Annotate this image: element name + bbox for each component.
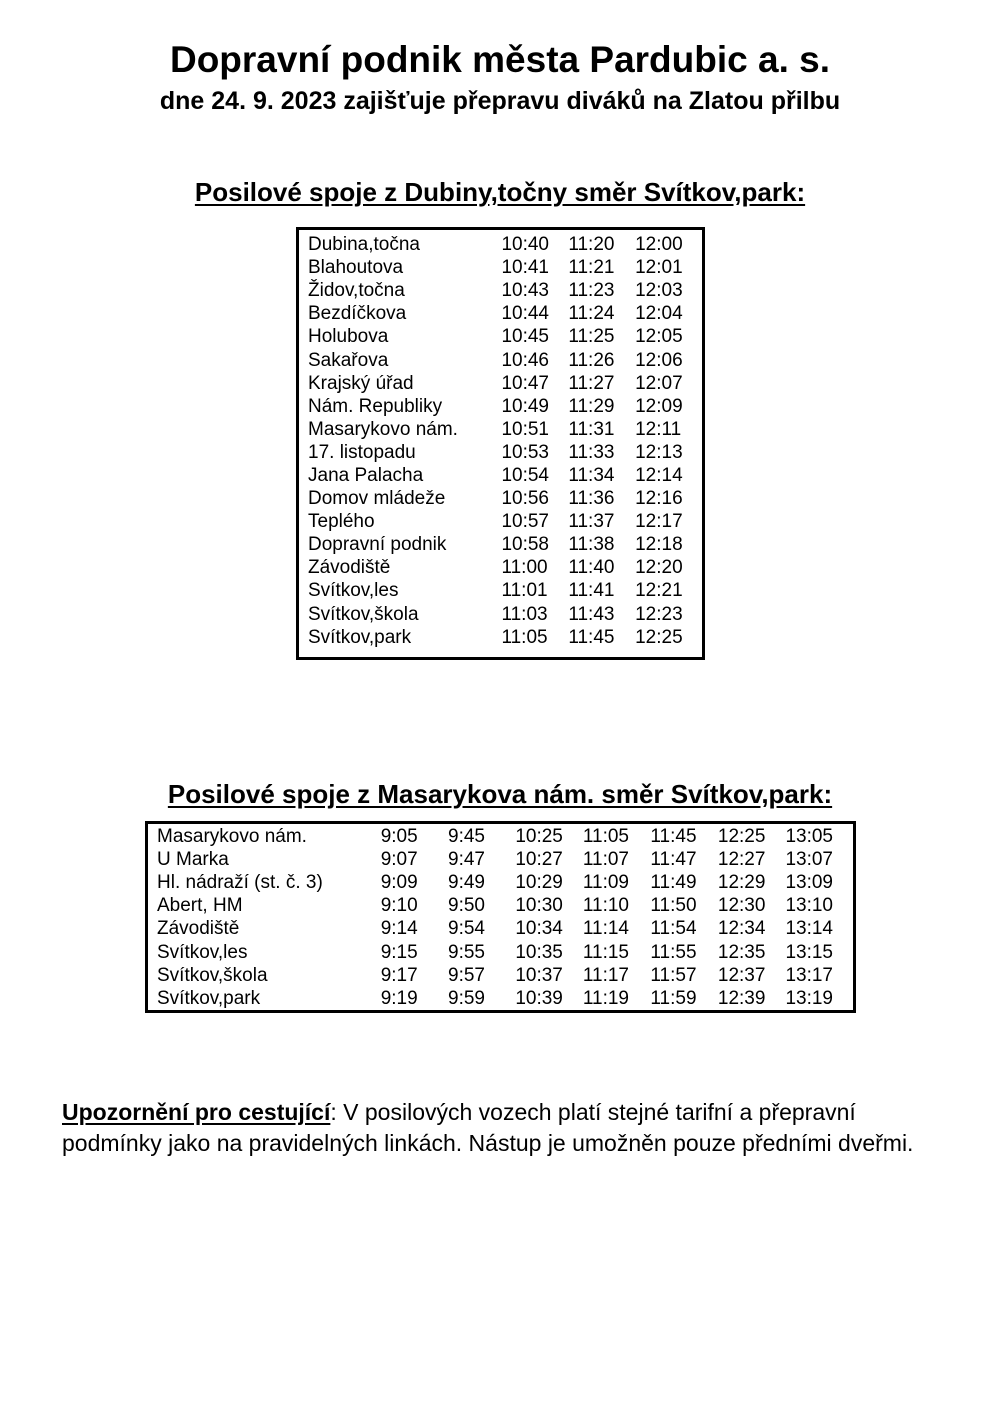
departure-time: 10:25 xyxy=(515,826,563,848)
departure-time: 11:57 xyxy=(650,964,697,986)
departure-time: 11:26 xyxy=(568,349,615,371)
departure-time: 9:05 xyxy=(380,826,418,848)
table-row xyxy=(298,256,704,279)
departure-time: 12:00 xyxy=(635,234,683,256)
departure-time: 12:01 xyxy=(635,257,683,279)
departure-time: 12:30 xyxy=(717,895,766,917)
table-row xyxy=(298,626,704,659)
departure-time: 12:29 xyxy=(717,872,766,894)
departure-time: 11:31 xyxy=(568,418,615,440)
stop-name: Holubova xyxy=(308,326,389,348)
departure-time: 12:03 xyxy=(635,280,683,302)
table-row xyxy=(298,325,704,348)
table-row xyxy=(147,871,855,894)
stop-name: U Marka xyxy=(157,849,229,871)
stop-name: Sakařova xyxy=(308,349,389,371)
departure-time: 9:57 xyxy=(448,964,485,986)
departure-time: 10:35 xyxy=(515,941,563,963)
notice-label: Upozornění pro cestující xyxy=(62,1099,331,1125)
table-row xyxy=(298,603,704,626)
table-row xyxy=(298,556,704,579)
departure-time: 9:17 xyxy=(380,964,418,986)
departure-time: 10:39 xyxy=(515,987,563,1009)
departure-time: 11:03 xyxy=(501,603,548,625)
departure-time: 12:04 xyxy=(635,303,683,325)
timetable-masarykovo xyxy=(145,821,856,1013)
departure-time: 9:47 xyxy=(448,849,485,871)
departure-time: 12:39 xyxy=(717,987,766,1009)
stop-name: Závodiště xyxy=(157,918,240,940)
table-row xyxy=(147,940,855,963)
departure-time: 11:36 xyxy=(568,488,615,510)
departure-time: 12:35 xyxy=(717,941,766,963)
stop-name: Židov,točna xyxy=(308,280,405,302)
departure-time: 12:09 xyxy=(635,395,683,417)
departure-time: 9:54 xyxy=(448,918,485,940)
departure-time: 9:15 xyxy=(380,941,418,963)
departure-time: 10:29 xyxy=(515,872,563,894)
departure-time: 12:25 xyxy=(717,826,766,848)
stop-name: Dubina,točna xyxy=(308,234,420,256)
departure-time: 11:23 xyxy=(568,280,615,302)
departure-time: 12:06 xyxy=(635,349,683,371)
departure-time: 11:05 xyxy=(501,626,548,648)
departure-time: 11:49 xyxy=(650,872,697,894)
stop-name: Hl. nádraží (st. č. 3) xyxy=(157,872,323,894)
table-row xyxy=(298,510,704,533)
table-row xyxy=(298,279,704,302)
departure-time: 11:45 xyxy=(568,626,615,648)
departure-time: 11:47 xyxy=(650,849,697,871)
departure-time: 13:15 xyxy=(785,941,833,963)
stop-name: Svítkov,škola xyxy=(157,964,268,986)
departure-time: 13:07 xyxy=(785,849,833,871)
departure-time: 11:24 xyxy=(568,303,615,325)
departure-time: 9:14 xyxy=(380,918,418,940)
page-title: Dopravní podnik města Pardubic a. s. xyxy=(169,39,830,80)
table-row xyxy=(298,395,704,418)
departure-time: 11:00 xyxy=(501,557,548,579)
departure-time: 9:49 xyxy=(448,872,485,894)
departure-time: 13:17 xyxy=(785,964,833,986)
stop-name: Teplého xyxy=(308,511,375,533)
departure-time: 11:15 xyxy=(582,941,629,963)
departure-time: 11:07 xyxy=(582,849,629,871)
table-row xyxy=(147,823,855,849)
departure-time: 11:05 xyxy=(582,826,629,848)
departure-time: 12:14 xyxy=(635,464,683,486)
departure-time: 12:16 xyxy=(635,488,683,510)
section-heading-dubina: Posilové spoje z Dubiny,točny směr Svítkov,park: xyxy=(194,177,806,207)
departure-time: 12:05 xyxy=(635,326,683,348)
departure-time: 12:21 xyxy=(635,580,683,602)
departure-time: 12:20 xyxy=(635,557,683,579)
stop-name: Svítkov,park xyxy=(157,987,261,1009)
table-row xyxy=(147,917,855,940)
departure-time: 12:11 xyxy=(635,418,682,440)
departure-time: 12:37 xyxy=(717,964,766,986)
stop-name: 17. listopadu xyxy=(308,441,416,463)
stop-name: Masarykovo nám. xyxy=(157,826,307,848)
table-row xyxy=(298,418,704,441)
departure-time: 13:09 xyxy=(785,872,833,894)
departure-time: 11:20 xyxy=(568,234,615,256)
passenger-notice xyxy=(62,1097,942,1159)
departure-time: 9:55 xyxy=(448,941,485,963)
stop-name: Domov mládeže xyxy=(308,488,446,510)
stop-name: Krajský úřad xyxy=(308,372,414,394)
section-heading-masarykovo: Posilové spoje z Masarykova nám. směr Svítkov,park: xyxy=(167,779,833,809)
notice-text: : V posilových vozech platí stejné tarifní a přepravní podmínky jako na pravidelných linkách. Nástup je umožněn pouze předními dveřmi. xyxy=(62,1099,914,1156)
table-row xyxy=(147,848,855,871)
departure-time: 11:45 xyxy=(650,826,697,848)
departure-time: 11:38 xyxy=(568,534,615,556)
departure-time: 9:09 xyxy=(380,872,418,894)
departure-time: 10:57 xyxy=(501,511,549,533)
departure-time: 10:34 xyxy=(515,918,563,940)
table-row xyxy=(298,464,704,487)
departure-time: 12:17 xyxy=(635,511,683,533)
stop-name: Nám. Republiky xyxy=(308,395,443,417)
departure-time: 11:21 xyxy=(568,257,615,279)
departure-time: 10:30 xyxy=(515,895,563,917)
departure-time: 11:33 xyxy=(568,441,615,463)
table-row xyxy=(298,348,704,371)
departure-time: 11:41 xyxy=(568,580,615,602)
departure-time: 10:37 xyxy=(515,964,563,986)
departure-time: 10:56 xyxy=(501,488,549,510)
stop-name: Svítkov,les xyxy=(308,580,399,602)
departure-time: 13:05 xyxy=(785,826,833,848)
departure-time: 9:07 xyxy=(380,849,418,871)
stop-name: Závodiště xyxy=(308,557,391,579)
departure-time: 10:46 xyxy=(501,349,549,371)
departure-time: 13:14 xyxy=(785,918,833,940)
departure-time: 9:10 xyxy=(380,895,418,917)
table-row xyxy=(298,372,704,395)
departure-time: 12:18 xyxy=(635,534,683,556)
departure-time: 11:29 xyxy=(568,395,615,417)
departure-time: 12:13 xyxy=(635,441,683,463)
stop-name: Masarykovo nám. xyxy=(308,418,458,440)
departure-time: 11:54 xyxy=(650,918,697,940)
stop-name: Blahoutova xyxy=(308,257,404,279)
departure-time: 11:27 xyxy=(568,372,615,394)
departure-time: 10:45 xyxy=(501,326,549,348)
stop-name: Bezdíčkova xyxy=(308,303,407,325)
departure-time: 11:59 xyxy=(650,987,697,1009)
table-row xyxy=(298,441,704,464)
departure-time: 10:53 xyxy=(501,441,549,463)
departure-time: 9:59 xyxy=(448,987,485,1009)
stop-name: Svítkov,škola xyxy=(308,603,419,625)
departure-time: 12:25 xyxy=(635,626,683,648)
departure-time: 11:55 xyxy=(650,941,697,963)
departure-time: 10:58 xyxy=(501,534,549,556)
departure-time: 10:49 xyxy=(501,395,549,417)
table-row xyxy=(298,487,704,510)
departure-time: 9:50 xyxy=(448,895,485,917)
departure-time: 11:01 xyxy=(501,580,548,602)
departure-time: 11:19 xyxy=(582,987,629,1009)
stop-name: Abert, HM xyxy=(157,895,243,917)
departure-time: 10:51 xyxy=(501,418,549,440)
departure-time: 12:07 xyxy=(635,372,683,394)
departure-time: 11:43 xyxy=(568,603,615,625)
table-row xyxy=(298,533,704,556)
departure-time: 10:43 xyxy=(501,280,549,302)
departure-time: 10:44 xyxy=(501,303,549,325)
stop-name: Svítkov,les xyxy=(157,941,248,963)
departure-time: 11:10 xyxy=(582,895,629,917)
departure-time: 11:40 xyxy=(568,557,615,579)
departure-time: 11:37 xyxy=(568,511,615,533)
table-row xyxy=(147,894,855,917)
departure-time: 9:45 xyxy=(448,826,485,848)
stop-name: Jana Palacha xyxy=(308,464,424,486)
stop-name: Svítkov,park xyxy=(308,626,412,648)
departure-time: 11:09 xyxy=(582,872,629,894)
departure-time: 10:27 xyxy=(515,849,563,871)
table-row xyxy=(147,964,855,987)
departure-time: 11:50 xyxy=(650,895,697,917)
table-row xyxy=(298,229,704,257)
departure-time: 12:34 xyxy=(717,918,766,940)
table-row xyxy=(298,579,704,602)
departure-time: 9:19 xyxy=(380,987,418,1009)
departure-time: 12:27 xyxy=(717,849,766,871)
departure-time: 11:34 xyxy=(568,464,615,486)
table-row xyxy=(147,987,855,1012)
departure-time: 12:23 xyxy=(635,603,683,625)
departure-time: 10:54 xyxy=(501,464,549,486)
departure-time: 13:19 xyxy=(785,987,833,1009)
stop-name: Dopravní podnik xyxy=(308,534,447,556)
table-row xyxy=(298,302,704,325)
departure-time: 11:25 xyxy=(568,326,615,348)
departure-time: 11:14 xyxy=(582,918,629,940)
departure-time: 13:10 xyxy=(785,895,833,917)
departure-time: 10:40 xyxy=(501,234,549,256)
timetable-dubina xyxy=(296,227,705,660)
departure-time: 11:17 xyxy=(582,964,629,986)
page-subtitle: dne 24. 9. 2023 zajišťuje přepravu diváků na Zlatou přilbu xyxy=(159,87,841,115)
departure-time: 10:47 xyxy=(501,372,549,394)
departure-time: 10:41 xyxy=(501,257,549,279)
